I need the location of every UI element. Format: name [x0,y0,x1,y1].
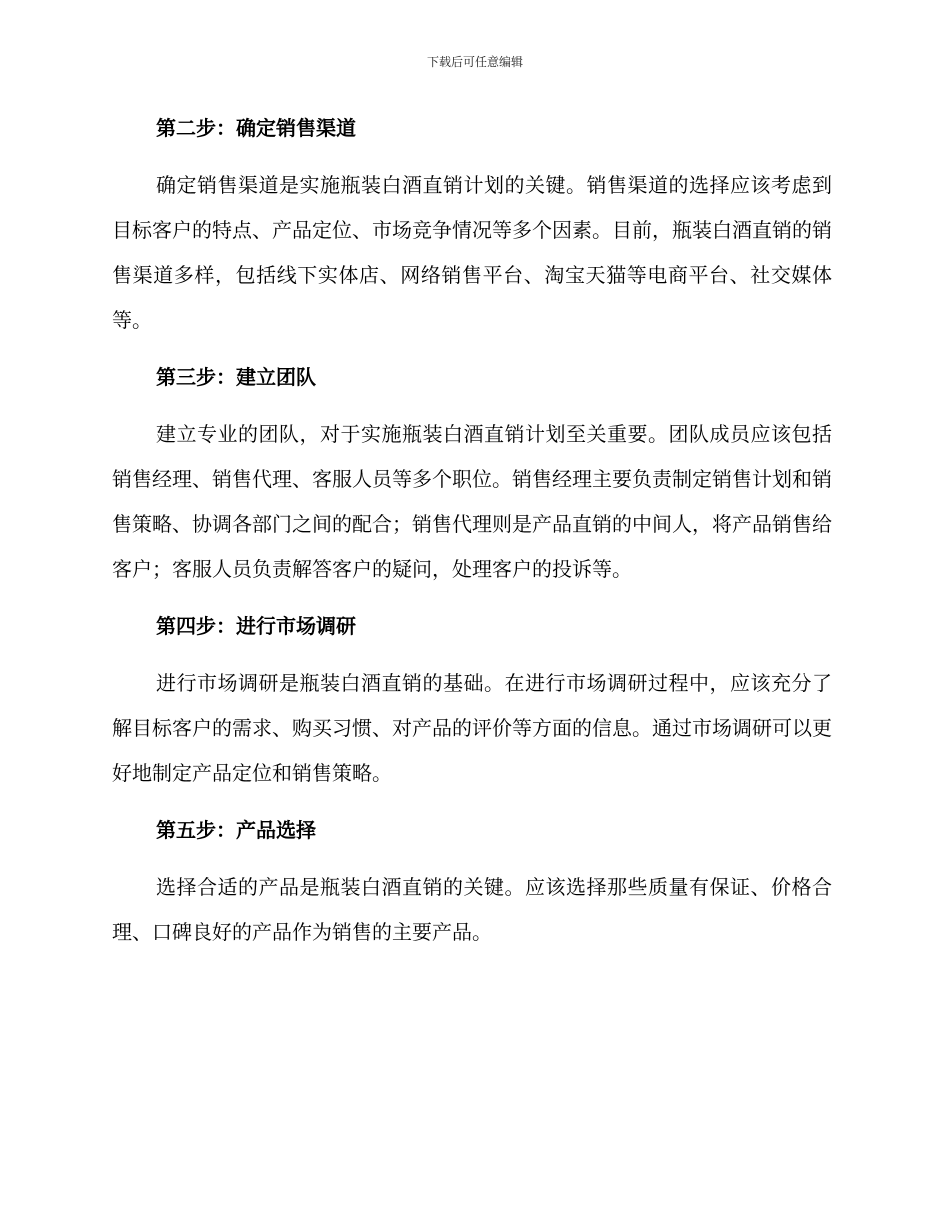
section-heading: 第四步：进行市场调研 [156,614,356,638]
section-paragraph: 选择合适的产品是瓶装白酒直销的关键。应该选择那些质量有保证、价格合理、口碑良好的产品作为销售的主要产品。 [112,875,832,944]
section-step-2 [112,110,832,343]
section-paragraph: 确定销售渠道是实施瓶装白酒直销计划的关键。销售渠道的选择应该考虑到目标客户的特点、产品定位、市场竞争情况等多个因素。目前，瓶装白酒直销的销售渠道多样，包括线下实体店、网络销售平台、淘宝天猫等电商平台、社交媒体等。 [112,173,832,332]
section-heading: 第二步：确定销售渠道 [156,116,356,140]
section-step-5 [112,812,832,955]
section-heading: 第五步：产品选择 [156,818,316,842]
section-step-4 [112,608,832,796]
section-paragraph: 建立专业的团队，对于实施瓶装白酒直销计划至关重要。团队成员应该包括销售经理、销售代理、客服人员等多个职位。销售经理主要负责制定销售计划和销售策略、协调各部门之间的配合；销售代理则是产品直销的中间人，将产品销售给客户；客服人员负责解答客户的疑问，处理客户的投诉等。 [112,422,832,581]
page-header: 下载后可任意编辑 [426,55,523,69]
section-paragraph: 进行市场调研是瓶装白酒直销的基础。在进行市场调研过程中，应该充分了解目标客户的需求、购买习惯、对产品的评价等方面的信息。通过市场调研可以更好地制定产品定位和销售策略。 [112,671,832,785]
document-body [112,110,832,971]
section-step-3 [112,359,832,592]
section-heading: 第三步：建立团队 [156,365,316,389]
